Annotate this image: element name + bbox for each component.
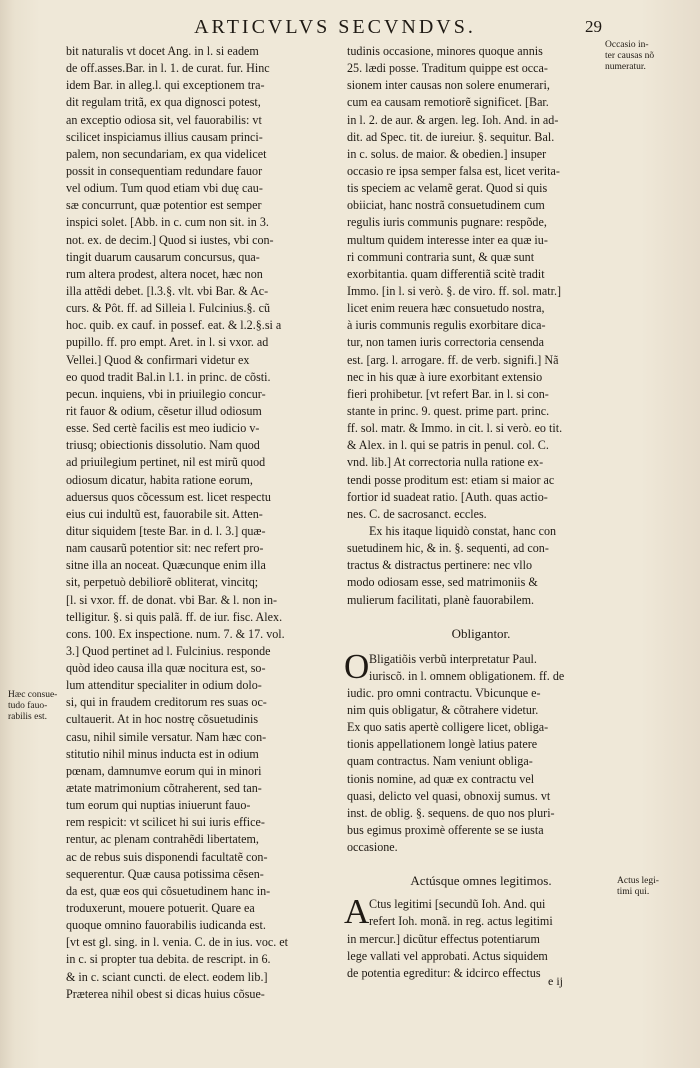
text-line: sit, perpetuò debiliorẽ obliterat, vincitq; bbox=[66, 575, 259, 590]
text-line: cultauerit. At in hoc nostrę cõsuetudinis bbox=[66, 712, 259, 727]
text-line: ditur siquidem [teste Bar. in d. l. 3.] quæ- bbox=[66, 523, 266, 538]
text-line: da est, quæ eos qui cõsuetudinem hanc in- bbox=[66, 883, 271, 898]
text-line: tum eorum qui nuptias iniuerunt fauo- bbox=[66, 798, 251, 813]
text-line: modo odiosam esse, sed matrimoniis & bbox=[347, 575, 538, 590]
text-line: dit regulam tritã, ex qua dignosci potest, bbox=[66, 95, 261, 110]
text-line: à iuris communis regulis exorbitare dica- bbox=[347, 318, 546, 333]
text-line: & Alex. in l. qui se patris in penul. col. C. bbox=[347, 438, 549, 453]
text-line: [l. si vxor. ff. de donat. vbi Bar. & l. non in- bbox=[66, 592, 278, 607]
text-line: multum quidem interesse inter ea quæ iu- bbox=[347, 232, 548, 247]
text-line: ff. sol. matr. & Immo. in cit. l. si verò. eo tit. bbox=[347, 421, 563, 436]
text-line: Bligatiõis verbũ interpretatur Paul. bbox=[369, 651, 537, 666]
text-line: stante in princ. 9. quest. prime part. princ. bbox=[347, 403, 550, 418]
text-line: aduersus quos cõcessum est. licet respectu bbox=[66, 489, 271, 504]
text-line: Ex quo satis apertè colligere licet, obliga- bbox=[347, 720, 549, 735]
text-line: Ex his itaque liquidò constat, hanc con bbox=[369, 523, 557, 538]
text-line: inspici solet. [Abb. in c. cum non sit. in 3. bbox=[66, 215, 269, 230]
text-line: sæ concurrunt, quæ potentior est semper bbox=[66, 198, 262, 213]
text-line: hoc. quib. ex cauf. in possef. eat. & l.2.§.si a bbox=[66, 318, 282, 333]
text-line: si, qui in fraudem creditorum res suas oc- bbox=[66, 695, 267, 710]
margin-note-line: timi qui. bbox=[617, 887, 650, 897]
text-line: pecun. inquiens, vbi in priuilegio concur- bbox=[66, 386, 266, 401]
text-line: rit fauor & odium, cẽsetur illud odiosum bbox=[66, 403, 262, 418]
section-heading-obligantor: Obligantor. bbox=[451, 625, 511, 641]
text-line: troduxerunt, mouere potuerit. Quare ea bbox=[66, 901, 255, 916]
text-line: mulierum facilitati, planè fauorabilem. bbox=[347, 592, 535, 607]
text-line: Vellei.] Quod & confirmari videtur ex bbox=[66, 352, 250, 367]
text-line: fortior id suadeat ratio. [Auth. quas actio- bbox=[347, 489, 548, 504]
text-line: pœnam, damnumve eorum qui in minori bbox=[66, 763, 262, 778]
text-line: tractus & distractus pertinere: nec vllo bbox=[347, 558, 533, 573]
section-heading-actus: Actúsque omnes legitimos. bbox=[410, 873, 552, 889]
text-line: nec in his quæ à iure exorbitant extensio bbox=[347, 369, 543, 384]
text-line: eius cui indultũ est, fauorabile sit. Atten- bbox=[66, 506, 263, 521]
text-line: odiosum dicatur, habita ratione eorum, bbox=[66, 472, 253, 487]
catchword: e ij bbox=[548, 974, 563, 988]
text-line: de potentia egreditur: & idcirco effectus bbox=[347, 965, 541, 980]
text-line: nim quis obligatur, & cõtrahere videtur. bbox=[347, 703, 539, 718]
text-line: de off.asses.Bar. in l. 1. de curat. fur. Hinc bbox=[66, 61, 270, 76]
margin-note-line: numeratur. bbox=[605, 62, 646, 72]
text-line: not. ex. de decim.] Quod si iustes, vbi con- bbox=[66, 232, 274, 247]
left-text-column bbox=[66, 43, 338, 1003]
text-line: 3.] Quod pertinet ad l. Fulcinius. responde bbox=[66, 643, 271, 658]
drop-cap-o: O bbox=[344, 646, 370, 686]
text-line: in mercur.] dicũtur effectus potentiarum bbox=[347, 931, 540, 946]
paragraph-ex-his bbox=[347, 523, 615, 609]
running-header: ARTICVLVS SECVNDVS. bbox=[194, 16, 476, 38]
text-line: nes. C. de sacrosanct. eccles. bbox=[347, 506, 487, 521]
paragraph-occasio bbox=[347, 43, 615, 523]
text-line: curs. & Pôt. ff. ad Silleia l. Fulcinius.§. cũ bbox=[66, 301, 271, 316]
text-line: rentur, ac plenam contrahẽdi libertatem, bbox=[66, 832, 259, 847]
text-line: refert Ioh. monã. in reg. actus legitimi bbox=[369, 914, 553, 929]
text-line: quòd ideo causa illa quæ nocitura est, so- bbox=[66, 661, 266, 676]
text-line: ri communi contraria sunt, & quæ sunt bbox=[347, 249, 535, 264]
margin-note-line: Occasio in- bbox=[605, 40, 649, 50]
text-line: & in c. sciant cuncti. de elect. eodem lib.] bbox=[66, 969, 268, 984]
text-line: illa attẽdi debet. [l.3.§. vlt. vbi Bar. & Ac- bbox=[66, 283, 269, 298]
margin-note-consuetudo bbox=[8, 690, 57, 723]
text-line: bit naturalis vt docet Ang. in l. si eadem bbox=[66, 44, 259, 58]
text-line: tudinis occasione, minores quoque annis bbox=[347, 44, 543, 58]
text-line: occasio re ipsa semper falsa est, licet verita- bbox=[347, 163, 560, 178]
text-line: lege vallati vel approbati. Actus siquidem bbox=[347, 948, 548, 963]
text-line: Ctus legitimi [secundũ Ioh. And. qui bbox=[369, 897, 546, 912]
text-line: vnd. lib.] At correctoria nulla ratione ex- bbox=[347, 455, 544, 470]
margin-note-actus bbox=[617, 876, 659, 898]
text-line: telligitur. §. si quis palã. ff. de iur. fisc. Alex. bbox=[66, 609, 283, 624]
margin-note-line: Actus legi- bbox=[617, 876, 659, 886]
text-line: tionis appellationem longè latius patere bbox=[347, 737, 538, 752]
text-line: Præterea nihil obest si dicas huius cõsue- bbox=[66, 986, 265, 1001]
margin-note-line: ter causas nõ bbox=[605, 51, 655, 61]
text-line: an exceptio odiosa sit, vel fauorabilis: vt bbox=[66, 112, 262, 127]
margin-note-line: tudo fauo- bbox=[8, 701, 48, 711]
margin-note-line: Hæc consue- bbox=[8, 690, 58, 700]
text-line: sionem inter causas non solere enumerari, bbox=[347, 78, 550, 93]
text-line: palem, non secundariam, ex qua videlicet bbox=[66, 146, 267, 161]
text-line: cons. 100. Ex inspectione. num. 7. & 17. vol. bbox=[66, 626, 285, 641]
text-line: cum ea causam remotiorẽ significet. [Bar. bbox=[347, 95, 549, 110]
text-line: in l. 2. de aur. & argen. leg. Ioh. And. in ad- bbox=[347, 112, 559, 127]
text-line: ætate matrimonium cõtraherent, sed tan- bbox=[66, 781, 262, 796]
text-line: est. [arg. l. arrogare. ff. de verb. signifi.] Nã bbox=[347, 352, 559, 367]
text-line: esse. Sed certè facilis est meo iudicio v- bbox=[66, 421, 260, 436]
drop-cap-a: A bbox=[344, 892, 370, 932]
text-line: iudic. pro omni contractu. Vbicunque e- bbox=[347, 685, 541, 700]
text-line: sitne illa an noceat. Quæcunque enim illa bbox=[66, 558, 266, 573]
page-number: 29 bbox=[585, 17, 602, 36]
text-line: occasione. bbox=[347, 840, 398, 855]
text-line: tionis nomine, ad quæ ex contractu vel bbox=[347, 771, 535, 786]
text-line: idem Bar. in alleg.l. qui exceptionem tra- bbox=[66, 78, 265, 93]
text-line: licet enim reuera hæc consuetudo nostra, bbox=[347, 301, 545, 316]
text-line: scilicet inspiciamus illius causam princi- bbox=[66, 129, 263, 144]
paragraph-actus bbox=[344, 892, 615, 982]
text-line: lum attenditur specialiter in odium dolo- bbox=[66, 678, 262, 693]
right-text-column bbox=[344, 43, 615, 982]
text-line: eo quod tradit Bal.in l.1. in princ. de cõsti. bbox=[66, 369, 271, 384]
text-line: exorbitantia. quam differentiã scitè tradit bbox=[347, 266, 545, 281]
text-line: stitutio nihil minus inducta est in odium bbox=[66, 746, 259, 761]
text-line: casu, nihil simile versatur. Nam hæc con- bbox=[66, 729, 267, 744]
text-line: obiiciat, hanc nostrã consuetudinem cum bbox=[347, 198, 545, 213]
text-line: quasi, delicto vel quasi, obnoxij sumus. vt bbox=[347, 788, 551, 803]
text-line: iuriscõ. in l. omnem obligationem. ff. de bbox=[369, 668, 565, 683]
text-line: nam causarũ potentior sit: nec refert pro- bbox=[66, 541, 264, 556]
text-line: tingit duarum causarum concursus, qua- bbox=[66, 249, 260, 264]
text-line: rum altera prodest, altera nocet, hæc non bbox=[66, 266, 263, 281]
text-line: suetudinem hic, & in. §. sequenti, ad con- bbox=[347, 541, 549, 556]
text-line: tis speciem ac velamẽ gerat. Quod si quis bbox=[347, 181, 548, 196]
text-line: rem respicit: vt scilicet hi sui iuris effice- bbox=[66, 815, 265, 830]
text-line: ad priuilegium pertinet, nil est mirũ quod bbox=[66, 455, 266, 470]
margin-note-occasio bbox=[605, 40, 654, 73]
text-line: quam contractus. Nam veniunt obliga- bbox=[347, 754, 533, 769]
text-line: in c. solus. de maior. & obedien.] insuper bbox=[347, 146, 547, 161]
text-line: pupillo. ff. pro empt. Aret. in l. si vxor. ad bbox=[66, 335, 269, 350]
text-line: tur, non tamen iuris correctoria censenda bbox=[347, 335, 544, 350]
paragraph-obligationis bbox=[344, 646, 615, 857]
text-line: inst. de oblig. §. sequens. de quo nos pluri- bbox=[347, 805, 555, 820]
text-line: 25. lædi posse. Traditum quippe est occa- bbox=[347, 61, 548, 76]
text-line: ac de rebus suis disponendi facultatẽ con- bbox=[66, 849, 268, 864]
text-line: fieri prohibetur. [vt refert Bar. in l. si con- bbox=[347, 386, 549, 401]
text-line: bus egimus proximè offerente se se iusta bbox=[347, 823, 544, 838]
text-line: triusq; obiectionis dissolutio. Nam quod bbox=[66, 438, 260, 453]
margin-note-line: rabilis est. bbox=[8, 712, 48, 722]
text-line: regulis iuris communis pugnare: respõde, bbox=[347, 215, 547, 230]
text-line: [vt est gl. sing. in l. venia. C. de in ius. voc. et bbox=[66, 935, 289, 950]
text-line: possit in consequentiam redundare fauor bbox=[66, 163, 263, 178]
text-line: dit. ad Spec. tit. de iureiur. §. sequitur. Bal. bbox=[347, 129, 555, 144]
text-line: vel odium. Tum quod etiam vbi duę cau- bbox=[66, 181, 263, 196]
text-line: quoque omnino fauorabilis iudicanda est. bbox=[66, 918, 266, 933]
text-line: in c. si propter tua debita. de rescript. in 6. bbox=[66, 952, 271, 967]
text-line: sequerentur. Quæ causa potissima cẽsen- bbox=[66, 866, 264, 881]
text-line: Immo. [in l. si verò. §. de viro. ff. sol. matr.] bbox=[347, 283, 562, 298]
text-line: tendi posse proditum est: etiam si maior ac bbox=[347, 472, 555, 487]
